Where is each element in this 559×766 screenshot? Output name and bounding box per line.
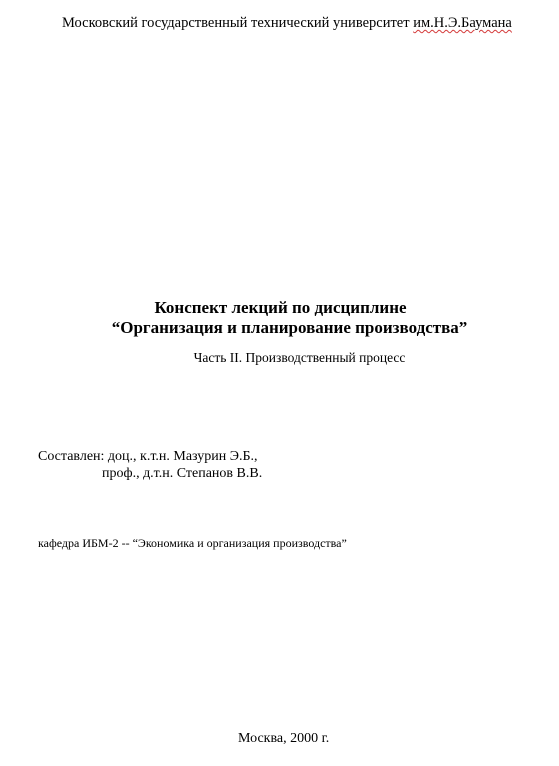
university-name: им.Н.Э.Баумана [413, 15, 512, 31]
title-line-1: Конспект лекций по дисциплине [154, 298, 407, 317]
part-subtitle: Часть II. Производственный процесс [193, 350, 406, 365]
university-prefix: Московский государственный технический университет [62, 15, 414, 31]
department-line: кафедра ИБМ-2 -- “Экономика и организация производства” [38, 536, 347, 550]
authors-line-2: проф., д.т.н. Степанов В.В. [102, 466, 263, 481]
city-year: Москва, 2000 г. [238, 731, 330, 746]
authors-line-1: Составлен: доц., к.т.н. Мазурин Э.Б., [38, 449, 258, 464]
title-line-2: “Организация и планирование производства” [111, 318, 468, 337]
university-header [62, 16, 512, 31]
